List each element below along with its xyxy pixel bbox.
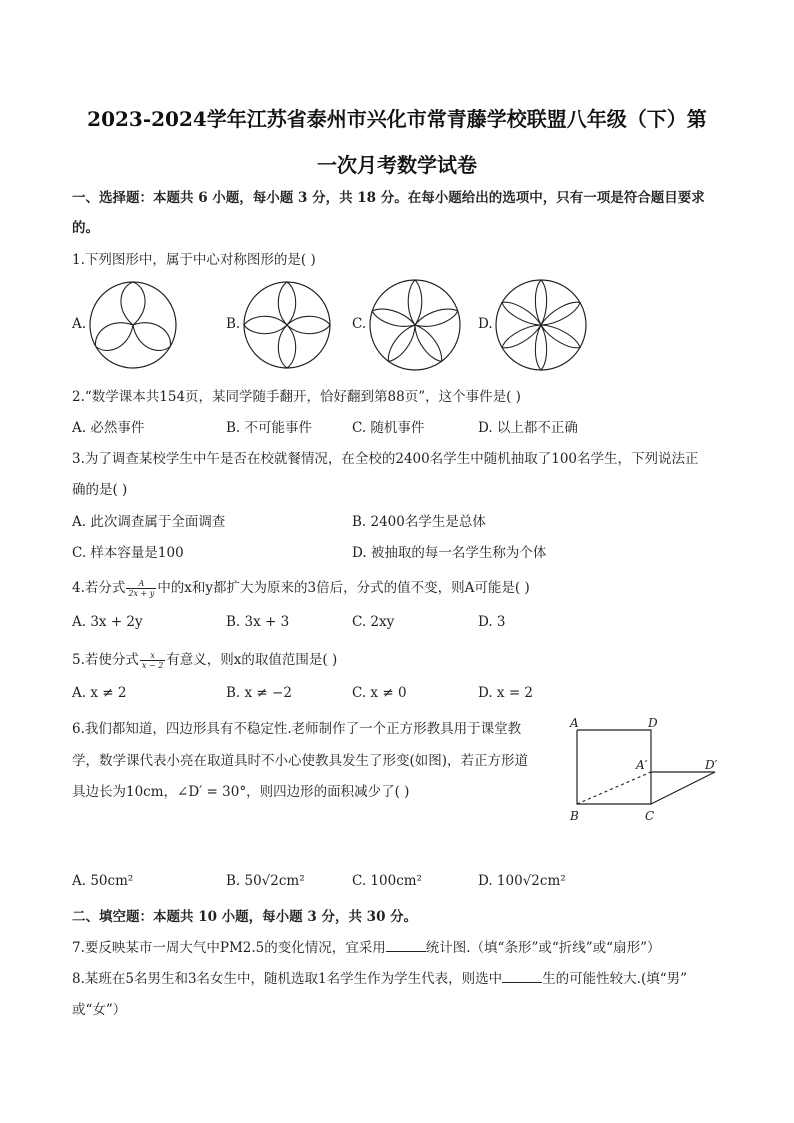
q6-option-d: D. 100√2cm² — [478, 873, 566, 889]
q6-label-a-prime: A′ — [636, 758, 648, 772]
q7-stem-suffix: 统计图.（填“条形”或“折线”或“扇形”） — [425, 940, 661, 956]
q3-option-c: C. 样本容量是100 — [72, 545, 184, 561]
q5-option-c: C. x ≠ 0 — [352, 685, 407, 701]
q1-figure-a — [88, 280, 178, 370]
q6-label-a: A — [570, 716, 579, 730]
q7-stem — [72, 936, 660, 956]
title-line-1: 2023-2024学年江苏省泰州市兴化市常青藤学校联盟八年级（下）第 — [87, 107, 707, 131]
q4-fraction — [126, 579, 156, 598]
q6-figure — [560, 712, 750, 832]
q8-stem — [72, 967, 687, 987]
q5-stem-suffix: 有意义，则x的取值范围是( ) — [166, 652, 338, 668]
q6-right-edge — [651, 772, 715, 804]
q3-stem-cont: 确的是( ) — [72, 482, 128, 498]
q6-stem: 6.我们都知道，四边形具有不稳定性.老师制作了一个正方形教具用于课堂教 — [72, 721, 522, 737]
q4-stem-suffix: 中的x和y都扩大为原来的3倍后，分式的值不变，则A可能是( ) — [157, 580, 530, 596]
q5-fraction-denominator: x − 2 — [141, 661, 164, 670]
q5-option-a: A. x ≠ 2 — [72, 685, 127, 701]
q4-option-d: D. 3 — [478, 614, 506, 630]
q5-stem-prefix: 5.若使分式 — [72, 652, 139, 668]
section-1-heading-cont: 的。 — [72, 220, 99, 236]
q4-option-b: B. 3x + 3 — [226, 614, 290, 630]
q5-fraction-numerator: x — [140, 651, 165, 661]
q8-stem-cont: 或“女”） — [72, 1002, 127, 1018]
q4-fraction-denominator: 2x + y — [128, 589, 155, 598]
q1-option-d-label: D. — [478, 316, 493, 332]
q7-answer-blank[interactable] — [386, 939, 426, 952]
section-2-heading: 二、填空题：本题共 10 小题，每小题 3 分，共 30 分。 — [72, 909, 418, 925]
q1-option-a-label: A. — [72, 316, 87, 332]
q1-option-b-label: B. — [226, 316, 241, 332]
q6-label-c: C — [645, 809, 655, 823]
q1-figure-c — [368, 278, 462, 372]
q7-stem-prefix: 7.要反映某市一周大气中PM2.5的变化情况，宜采用 — [72, 940, 386, 956]
q4-option-a: A. 3x + 2y — [72, 614, 143, 630]
q6-stem-2: 学，数学课代表小亮在取道具时不小心使教具发生了形变(如图)，若正方形道 — [72, 753, 529, 769]
q6-dashed-edge — [577, 772, 651, 804]
q8-stem-suffix: 生的可能性较大.(填“男” — [542, 971, 688, 987]
q8-answer-blank[interactable] — [502, 970, 542, 983]
q3-option-b: B. 2400名学生是总体 — [352, 514, 486, 530]
q4-stem-prefix: 4.若分式 — [72, 580, 126, 596]
q1-figure-d — [494, 278, 588, 372]
q2-option-d: D. 以上都不正确 — [478, 420, 578, 436]
q1-stem: 1.下列图形中，属于中心对称图形的是( ) — [72, 252, 316, 268]
q6-label-b: B — [570, 809, 579, 823]
q6-label-d-prime: D′ — [705, 758, 718, 772]
q4-option-c: C. 2xy — [352, 614, 395, 630]
q4-fraction-numerator: A — [126, 579, 156, 589]
q3-option-a: A. 此次调查属于全面调查 — [72, 514, 226, 530]
q2-option-b: B. 不可能事件 — [226, 420, 313, 436]
q2-option-c: C. 随机事件 — [352, 420, 425, 436]
section-1-heading: 一、选择题：本题共 6 小题，每小题 3 分，共 18 分。在每小题给出的选项中，只有一项是符合题目要求 — [72, 190, 705, 206]
q6-option-b: B. 50√2cm² — [226, 873, 305, 889]
q3-option-d: D. 被抽取的每一名学生称为个体 — [352, 545, 547, 561]
q2-stem: 2.“数学课本共154页，某同学随手翻开，恰好翻到第88页”，这个事件是( ) — [72, 389, 521, 405]
q4-stem — [72, 576, 530, 598]
q5-fraction — [140, 651, 165, 670]
q1-option-c-label: C. — [352, 316, 367, 332]
q6-stem-3: 具边长为10cm，∠D′ = 30°，则四边形的面积减少了( ) — [72, 784, 410, 800]
title-line-2: 一次月考数学试卷 — [317, 153, 477, 177]
q6-option-a: A. 50cm² — [72, 873, 134, 889]
q6-label-d: D — [648, 716, 658, 730]
q6-option-c: C. 100cm² — [352, 873, 422, 889]
q2-option-a: A. 必然事件 — [72, 420, 145, 436]
q5-option-b: B. x ≠ −2 — [226, 685, 292, 701]
q5-option-d: D. x = 2 — [478, 685, 534, 701]
q1-figure-b — [242, 280, 332, 370]
q5-stem — [72, 648, 337, 670]
exam-title — [60, 96, 734, 188]
q8-stem-prefix: 8.某班在5名男生和3名女生中，随机选取1名学生作为学生代表，则选中 — [72, 971, 503, 987]
q3-stem: 3.为了调查某校学生中午是否在校就餐情况，在全校的2400名学生中随机抽取了100名学生，下列说法正 — [72, 451, 699, 467]
